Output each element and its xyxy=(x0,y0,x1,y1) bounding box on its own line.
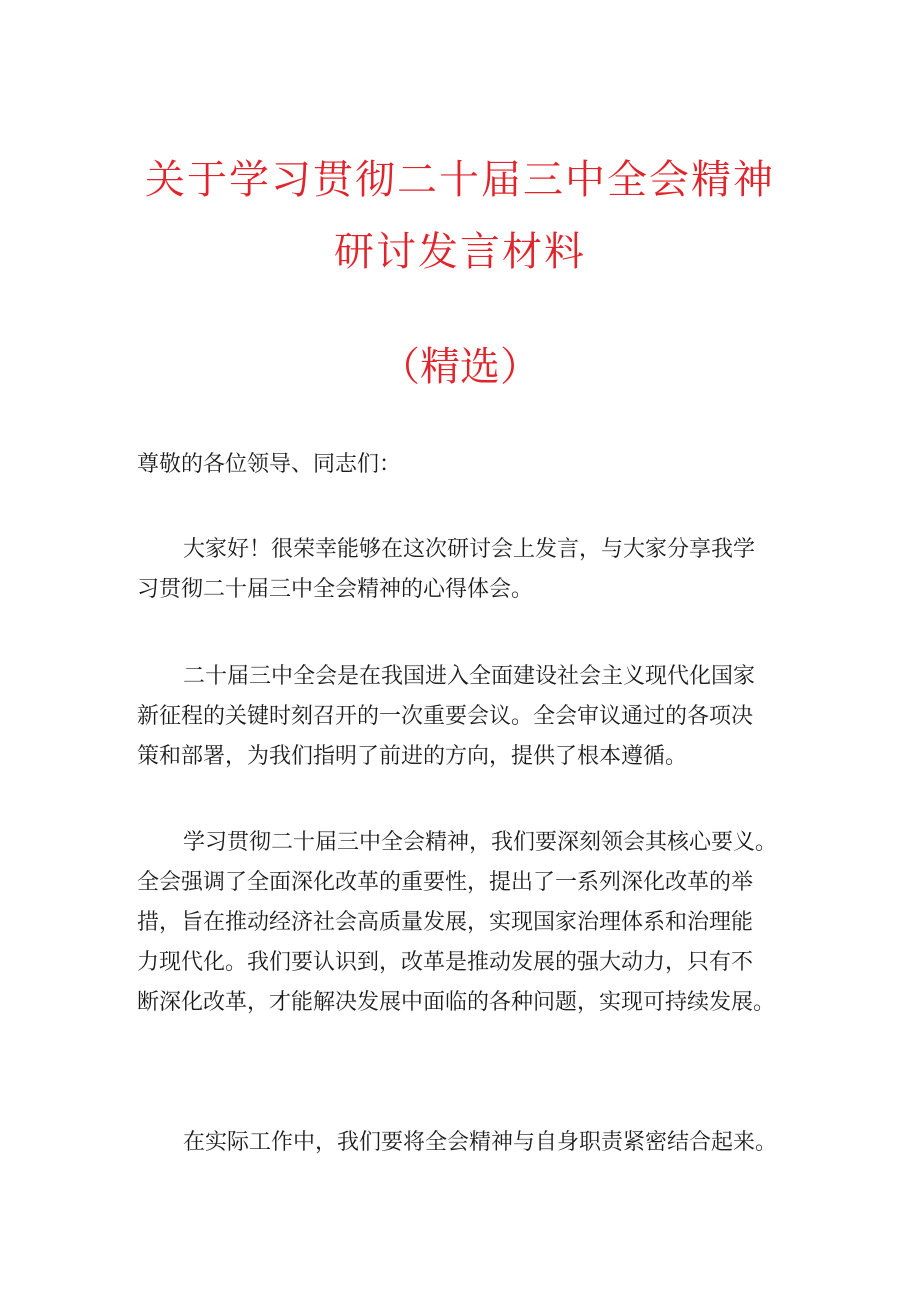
paragraph-2 xyxy=(137,657,797,777)
paragraph-line: 二十届三中全会是在我国进入全面建设社会主义现代化国家 xyxy=(183,664,756,689)
paragraph-line: 学习贯彻二十届三中全会精神，我们要深刻领会其核心要义。 xyxy=(183,830,778,855)
paragraph-line: 策和部署，为我们指明了前进的方向，提供了根本遵循。 xyxy=(137,744,688,769)
salutation: 尊敬的各位领导、同志们： xyxy=(137,452,402,477)
paragraph-3 xyxy=(137,823,797,1023)
paragraph-line: 全会强调了全面深化改革的重要性，提出了一系列深化改革的举 xyxy=(137,870,754,895)
paragraph-1 xyxy=(137,530,797,610)
paragraph-line: 大家好！很荣幸能够在这次研讨会上发言，与大家分享我学 xyxy=(183,537,756,562)
paragraph-line: 新征程的关键时刻召开的一次重要会议。全会审议通过的各项决 xyxy=(137,704,754,729)
paragraph-line: 措，旨在推动经济社会高质量发展，实现国家治理体系和治理能 xyxy=(137,910,754,935)
document-subtitle: （精选） xyxy=(380,344,540,390)
document-title-line-1: 关于学习贯彻二十届三中全会精神 xyxy=(145,157,775,203)
paragraph-line: 在实际工作中，我们要将全会精神与自身职责紧密结合起来。 xyxy=(183,1130,778,1155)
paragraph-line: 断深化改革，才能解决发展中面临的各种问题，实现可持续发展。 xyxy=(137,990,776,1015)
paragraph-line: 习贯彻二十届三中全会精神的心得体会。 xyxy=(137,577,534,602)
paragraph-4 xyxy=(137,1123,797,1163)
document-title-line-2: 研讨发言材料 xyxy=(334,229,586,275)
paragraph-line: 力现代化。我们要认识到，改革是推动发展的强大动力，只有不 xyxy=(137,950,754,975)
